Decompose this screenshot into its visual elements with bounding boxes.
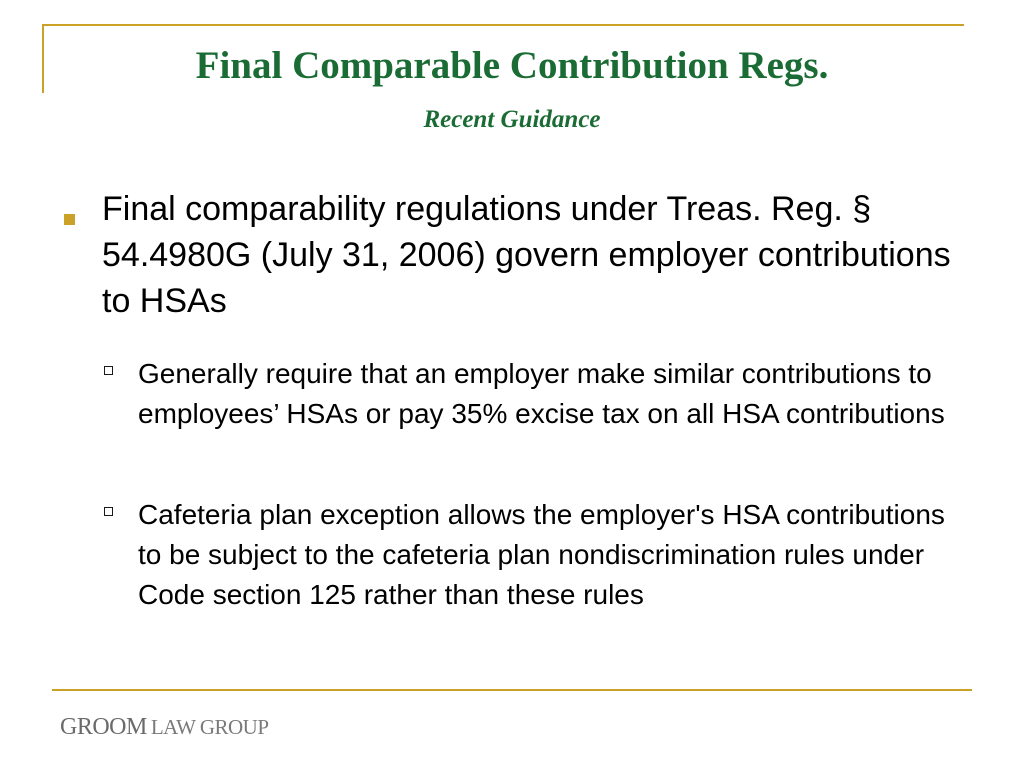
sub-bullet-text: Generally require that an employer make similar contributions to employees’ HSAs or pay 35% excise tax on all HSA contributions <box>138 358 945 429</box>
footer-divider <box>52 689 972 691</box>
groom-law-group-logo <box>60 714 269 741</box>
hollow-square-bullet-icon <box>104 507 113 516</box>
slide-subtitle: Recent Guidance <box>423 106 601 133</box>
frame-left-border <box>42 24 44 93</box>
logo-part-law-group: LAW GROUP <box>150 715 269 739</box>
square-bullet-icon <box>64 214 75 225</box>
main-bullet-text: Final comparability regulations under Treas. Reg. § 54.4980G (July 31, 2006) govern employer contributions to HSAs <box>102 190 951 320</box>
logo-part-groom: GROOM <box>60 714 147 740</box>
sub-bullet-text: Cafeteria plan exception allows the employer's HSA contributions to be subject to the cafeteria plan nondiscrimination rules under Code section 125 rather than these rules <box>138 499 945 610</box>
hollow-square-bullet-icon <box>104 366 113 375</box>
slide-title: Final Comparable Contribution Regs. <box>195 44 829 87</box>
frame-top-border <box>42 24 964 26</box>
